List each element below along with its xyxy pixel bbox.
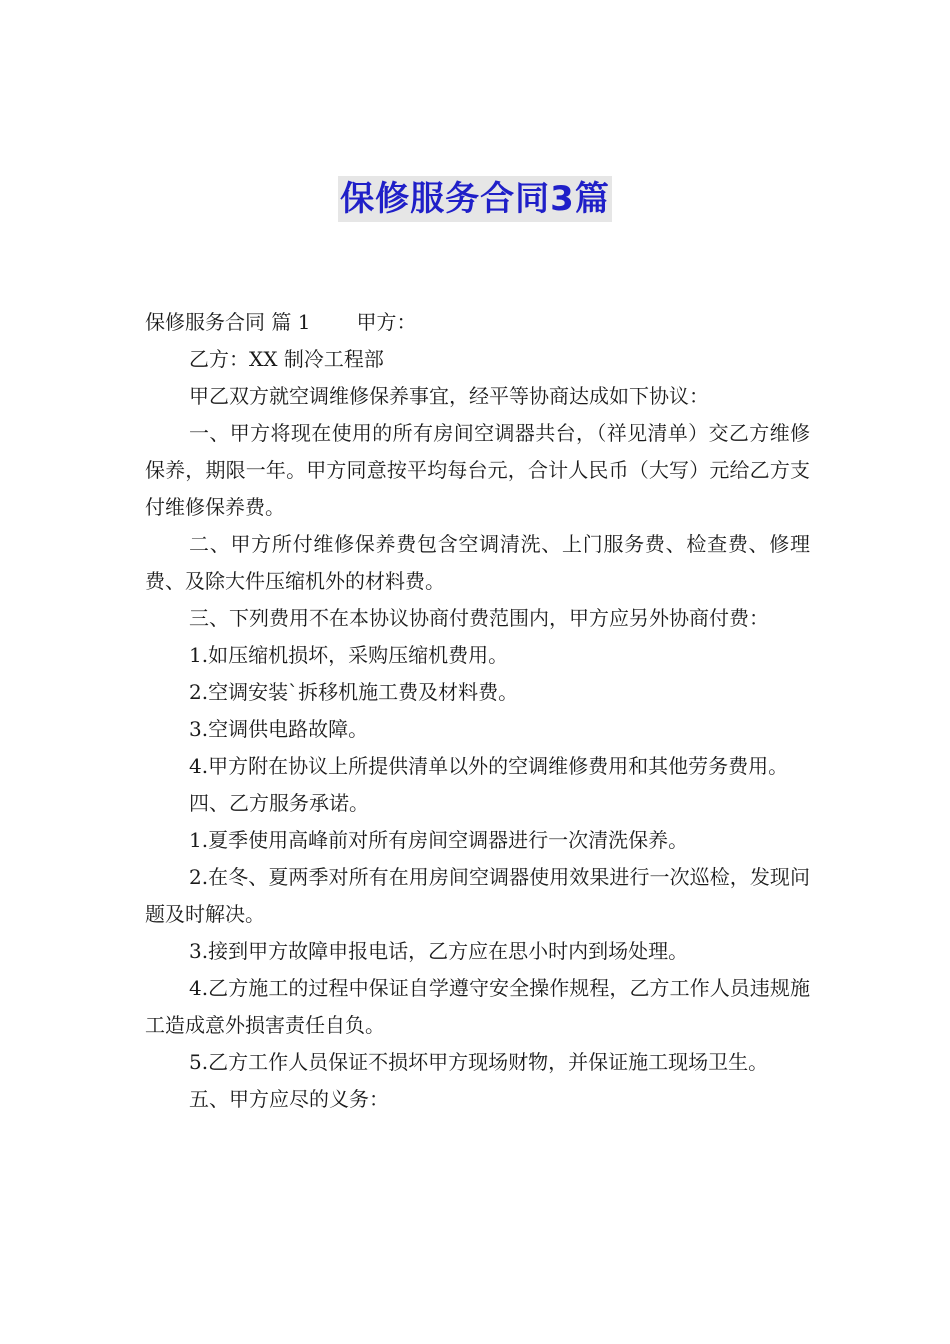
- list-item: 1.如压缩机损坏，采购压缩机费用。: [189, 643, 509, 667]
- party-a-label: 甲方：: [356, 310, 417, 334]
- list-item: 3.空调供电路故障。: [189, 717, 369, 741]
- list-item: 1.夏季使用高峰前对所有房间空调器进行一次清洗保养。: [189, 828, 689, 852]
- paragraph: 一、甲方将现在使用的所有房间空调器共台，（祥见清单）交乙方维修保养，期限一年。甲方同意按平均每台元，合计人民币（大写）元给乙方支付维修保养费。: [145, 421, 810, 519]
- document-body: [145, 304, 810, 1118]
- header-line: [145, 304, 810, 341]
- paragraph: 三、下列费用不在本协议协商付费范围内，甲方应另外协商付费：: [189, 606, 769, 630]
- list-item: 3.接到甲方故障申报电话，乙方应在思小时内到场处理。: [189, 939, 689, 963]
- list-item: 5.乙方工作人员保证不损坏甲方现场财物，并保证施工现场卫生。: [189, 1050, 769, 1074]
- list-item: 4.乙方施工的过程中保证自学遵守安全操作规程，乙方工作人员违规施工造成意外损害责任自负。: [145, 976, 810, 1037]
- list-item: 2.空调安装`拆移机施工费及材料费。: [189, 680, 519, 704]
- section-heading: 保修服务合同 篇 1: [145, 310, 311, 334]
- paragraph: 二、甲方所付维修保养费包含空调清洗、上门服务费、检查费、修理费、及除大件压缩机外的材料费。: [145, 532, 810, 593]
- document-title: 保修服务合同3篇: [338, 176, 612, 222]
- title-container: [0, 176, 950, 222]
- paragraph: 甲乙双方就空调维修保养事宜，经平等协商达成如下协议：: [189, 384, 709, 408]
- paragraph: 乙方：XX 制冷工程部: [189, 347, 384, 371]
- list-item: 2.在冬、夏两季对所有在用房间空调器使用效果进行一次巡检，发现问题及时解决。: [145, 865, 810, 926]
- paragraph: 五、甲方应尽的义务：: [189, 1087, 389, 1111]
- list-item: 4.甲方附在协议上所提供清单以外的空调维修费用和其他劳务费用。: [189, 754, 789, 778]
- paragraph: 四、乙方服务承诺。: [189, 791, 369, 815]
